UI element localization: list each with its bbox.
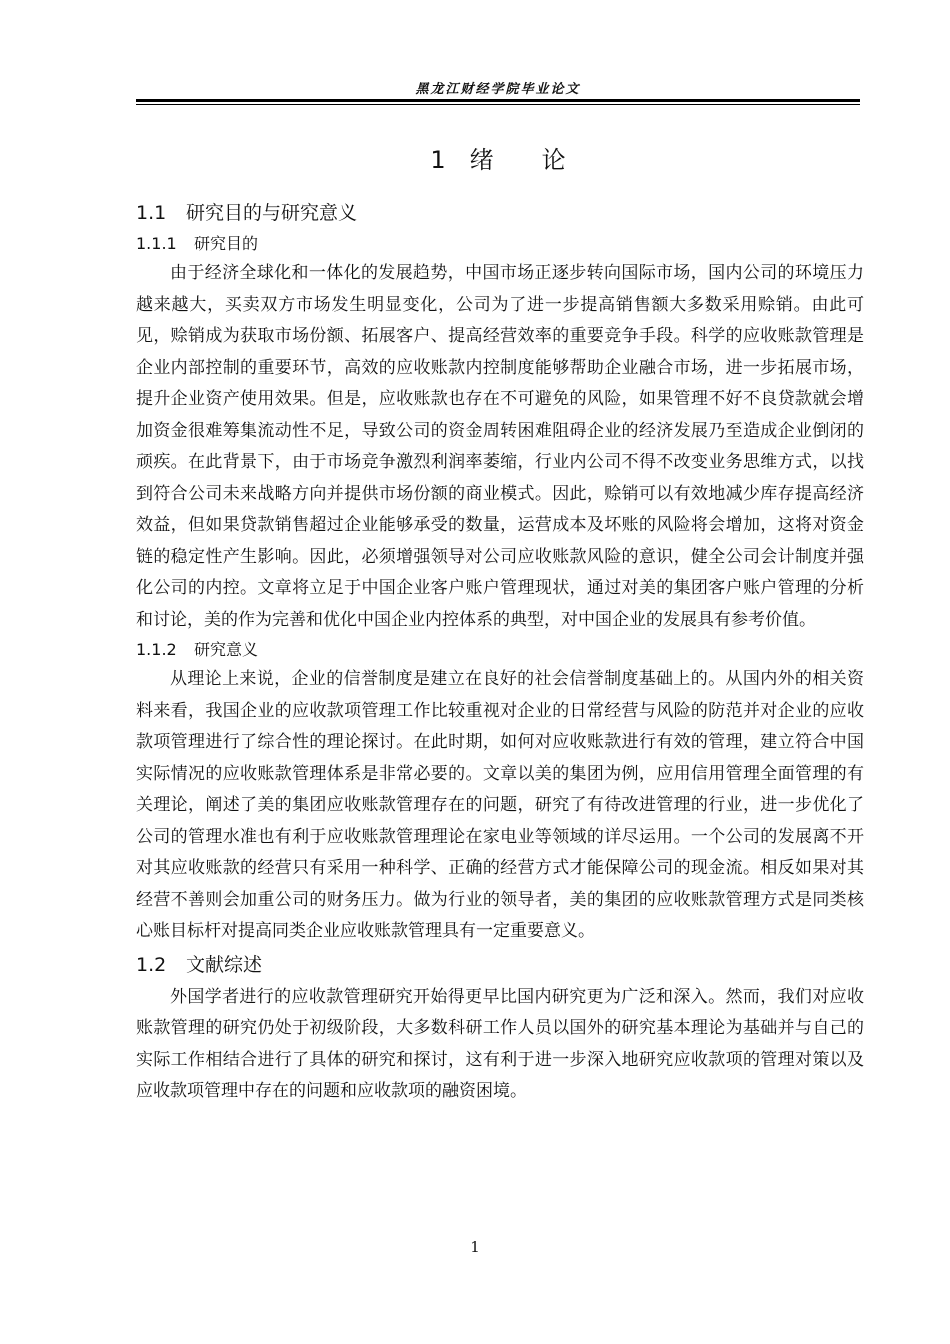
- page-number: 1: [470, 1238, 480, 1256]
- section-number: 1.1: [136, 202, 167, 224]
- subsection-title: 研究目的: [194, 234, 259, 253]
- section-title: 文献综述: [186, 953, 263, 976]
- header-rule-thick: [136, 99, 860, 102]
- section-heading-1-2: [136, 948, 864, 982]
- header-rule-thin: [136, 104, 860, 105]
- section-number: 1.2: [136, 953, 167, 976]
- paragraph-literature-review: 外国学者进行的应收款管理研究开始得更早比国内研究更为广泛和深入。然而，我们对应收账款管理的研究仍处于初级阶段，大多数科研工作人员以国外的研究基本理论为基础并与自己的实际工作相结合进行了具体的研究和探讨，这有利于进一步深入地研究应收款项的管理对策以及应收款项管理中存在的问题和应收款项的融资困境。: [136, 986, 864, 1101]
- paragraph-research-purpose: 由于经济全球化和一体化的发展趋势，中国市场正逐步转向国际市场，国内公司的环境压力越来越大，买卖双方市场发生明显变化，公司为了进一步提高销售额大多数采用赊销。由此可见，赊销成为获取市场份额、拓展客户、提高经营效率的重要竞争手段。科学的应收账款管理是企业内部控制的重要环节，高效的应收账款内控制度能够帮助企业融合市场，进一步拓展市场，提升企业资产使用效果。但是，应收账款也存在不可避免的风险，如果管理不好不良贷款就会增加资金很难筹集流动性不足，导致公司的资金周转困难阻碍企业的经济发展乃至造成企业倒闭的顽疾。在此背景下，由于市场竞争激烈利润率萎缩，行业内公司不得不改变业务思维方式，以找到符合公司未来战略方向并提供市场份额的商业模式。因此，赊销可以有效地减少库存提高经济效益，但如果贷款销售超过企业能够承受的数量，运营成本及坏账的风险将会增加，这将对资金链的稳定性产生影响。因此，必须增强领导对公司应收账款风险的意识，健全公司会计制度并强化公司的内控。文章将立足于中国企业客户账户管理现状，通过对美的集团客户账户管理的分析和讨论，美的作为完善和优化中国企业内控体系的典型，对中国企业的发展具有参考价值。: [136, 263, 864, 630]
- subsection-heading-1-1-1: [136, 230, 864, 258]
- subsection-heading-1-1-2: [136, 636, 864, 664]
- subsection-title: 研究意义: [194, 640, 259, 659]
- subsection-number: 1.1.1: [136, 234, 177, 253]
- paragraph-research-significance: 从理论上来说，企业的信誉制度是建立在良好的社会信誉制度基础上的。从国内外的相关资料来看，我国企业的应收款项管理工作比较重视对企业的日常经营与风险的防范并对企业的应收款项管理进行了综合性的理论探讨。在此时期，如何对应收账款进行有效的管理，建立符合中国实际情况的应收账款管理体系是非常必要的。文章以美的集团为例，应用信用管理全面管理的有关理论，阐述了美的集团应收账款管理存在的问题，研究了有待改进管理的行业，进一步优化了公司的管理水准也有利于应收账款管理理论在家电业等领域的详尽运用。一个公司的发展离不开对其应收账款的经营只有采用一种科学、正确的经营方式才能保障公司的现金流。相反如果对其经营不善则会加重公司的财务压力。做为行业的领导者，美的集团的应收账款管理方式是同类核心账目标杆对提高同类企业应收账款管理具有一定重要意义。: [136, 669, 864, 941]
- running-header: 黑龙江财经学院毕业论文: [415, 82, 581, 97]
- section-heading-1-1: [136, 196, 864, 230]
- subsection-number: 1.1.2: [136, 640, 177, 659]
- chapter-title: 1 绪 论: [430, 146, 566, 174]
- body-content: [136, 196, 864, 1108]
- section-title: 研究目的与研究意义: [186, 202, 358, 224]
